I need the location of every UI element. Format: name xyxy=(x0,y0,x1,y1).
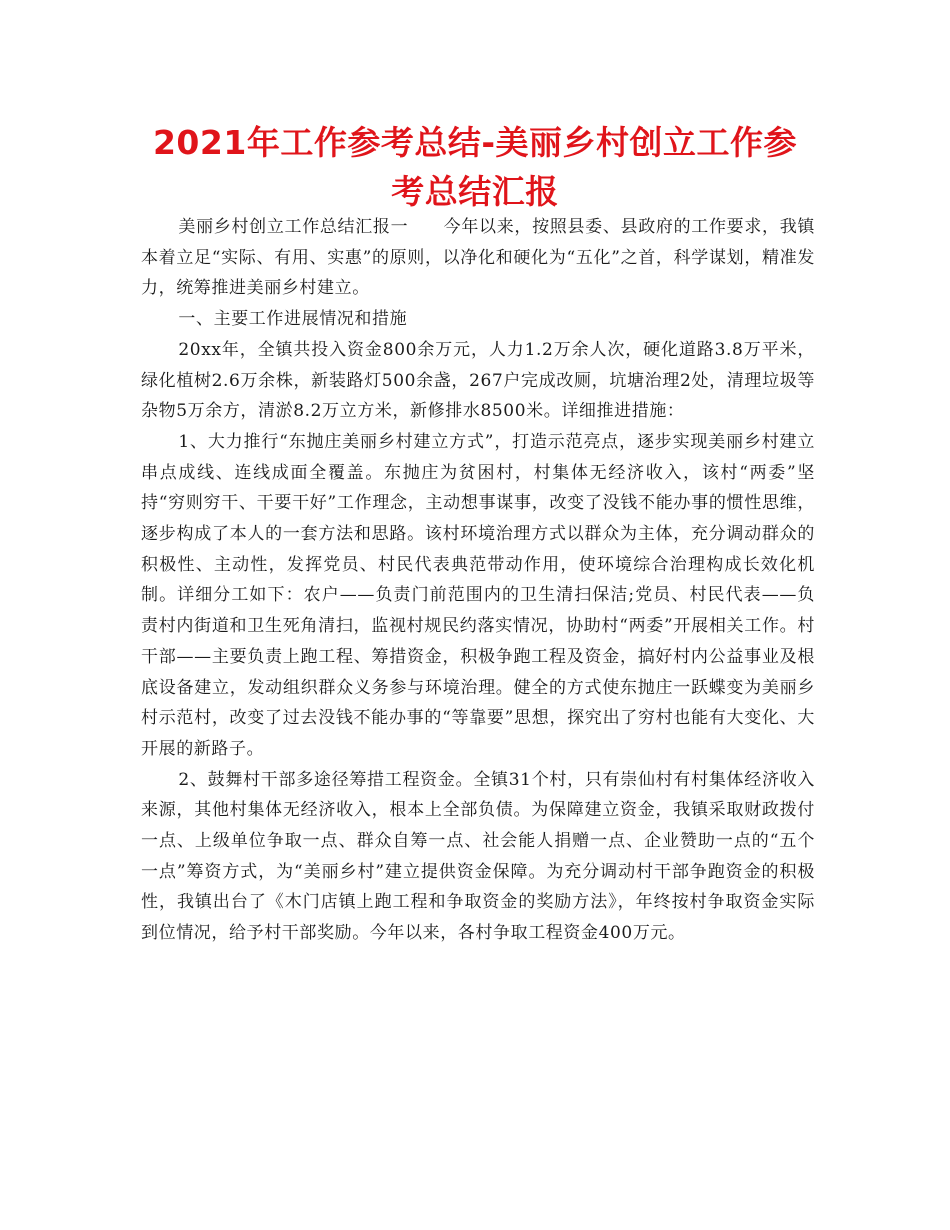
document-body xyxy=(141,212,815,949)
paragraph-item-1: 1、大力推行“东抛庄美丽乡村建立方式”，打造示范亮点，逐步实现美丽乡村建立串点成线、连线成面全覆盖。东抛庄为贫困村，村集体无经济收入，该村“两委”坚持“穷则穷干、干要干好”工作理念，主动想事谋事，改变了没钱不能办事的惯性思维，逐步构成了本人的一套方法和思路。该村环境治理方式以群众为主体，充分调动群众的积极性、主动性，发挥党员、村民代表典范带动作用，使环境综合治理构成长效化机制。详细分工如下：农户——负责门前范围内的卫生清扫保洁;党员、村民代表——负责村内街道和卫生死角清扫，监视村规民约落实情况，协助村“两委”开展相关工作。村干部——主要负责上跑工程、筹措资金，积极争跑工程及资金，搞好村内公益事业及根底设备建立，发动组织群众义务参与环境治理。健全的方式使东抛庄一跃蝶变为美丽乡村示范村，改变了过去没钱不能办事的“等靠要”思想，探究出了穷村也能有大变化、大开展的新路子。 xyxy=(141,431,815,759)
document-title: 2021年工作参考总结-美丽乡村创立工作参考总结汇报 xyxy=(152,123,798,211)
paragraph-intro: 美丽乡村创立工作总结汇报一 今年以来，按照县委、县政府的工作要求，我镇本着立足“实际、有用、实惠”的原则，以净化和硬化为“五化”之首，科学谋划，精准发力，统筹推进美丽乡村建立。 xyxy=(141,217,815,299)
paragraph-item-2: 2、鼓舞村干部多途径筹措工程资金。全镇31个村，只有崇仙村有村集体经济收入来源，其他村集体无经济收入，根本上全部负债。为保障建立资金，我镇采取财政拨付一点、上级单位争取一点、群众自筹一点、社会能人捐赠一点、企业赞助一点的“五个一点”筹资方式，为“美丽乡村”建立提供资金保障。为充分调动村干部争跑资金的积极性，我镇出台了《木门店镇上跑工程和争取资金的奖励方法》，年终按村争取资金实际到位情况，给予村干部奖励。今年以来，各村争取工程资金400万元。 xyxy=(141,769,815,944)
section-heading: 一、主要工作进展情况和措施 xyxy=(178,309,408,330)
paragraph-statistics: 20xx年，全镇共投入资金800余万元，人力1.2万余人次，硬化道路3.8万平米，绿化植树2.6万余株，新装路灯500余盏，267户完成改厕，坑塘治理2处，清理垃圾等杂物5万余方，清淤8.2万立方米，新修排水8500米。详细推进措施： xyxy=(141,339,815,422)
